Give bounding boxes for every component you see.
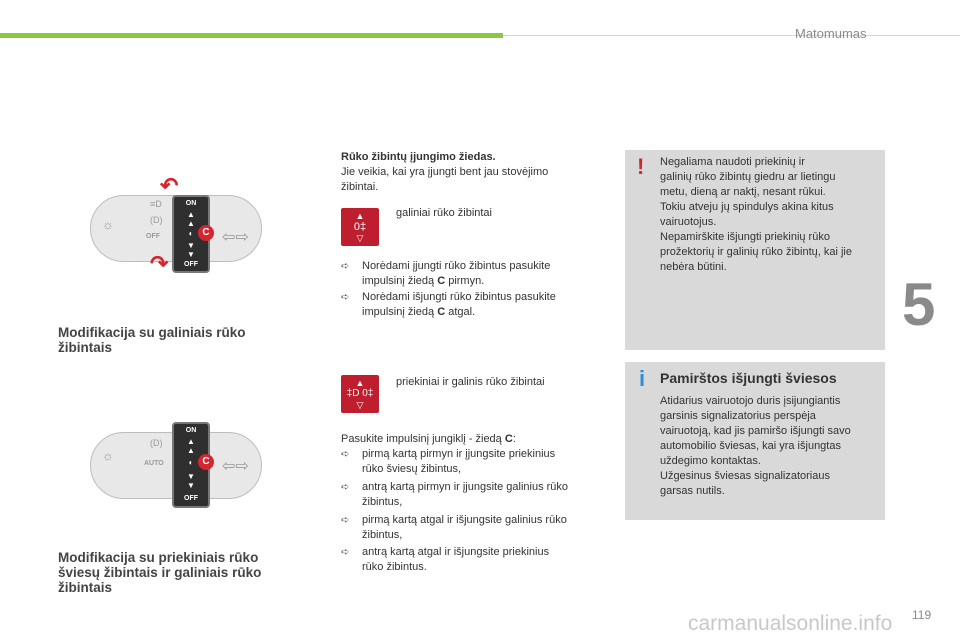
rear-fog-intro-line-1: Jie veikia, kai yra įjungti bent jau stovėjimo bbox=[341, 166, 549, 178]
info-box bbox=[625, 362, 885, 520]
item-line: rūko žibintus. bbox=[362, 561, 427, 573]
bullet-arrow-icon: ➪ bbox=[341, 515, 350, 526]
warning-line: Tokiu atveju jų spindulys akina kitus bbox=[660, 201, 834, 213]
bullet-text: impulsinį žiedą bbox=[362, 275, 438, 287]
rear-fog-bullet-1-line-1: Norėdami įjungti rūko žibintus pasukite bbox=[362, 260, 551, 272]
front-rear-fog-item-2 bbox=[362, 480, 568, 510]
warning-line: prožektorių ir galinių rūko žibintų, kai jie bbox=[660, 246, 852, 258]
light-bulb-icon: ☼ bbox=[102, 448, 114, 463]
ring-c-badge: C bbox=[198, 225, 214, 241]
ring-letter: C bbox=[504, 433, 513, 445]
ring-off-label: OFF bbox=[184, 261, 198, 268]
info-line: vairuotoją, kad jis pamiršo išjungti savo bbox=[660, 425, 851, 437]
rear-fog-icon-caption: galiniai rūko žibintai bbox=[396, 207, 492, 219]
arrow-down-icon: ▼ ▼ bbox=[187, 241, 195, 259]
bullet-arrow-icon: ➪ bbox=[341, 261, 350, 272]
stalk-illustration-front-rear-fog bbox=[80, 412, 260, 522]
info-text bbox=[660, 394, 882, 499]
info-line: Užgesinus šviesas signalizatoriaus bbox=[660, 470, 830, 482]
rear-fog-intro bbox=[341, 150, 611, 195]
front-rear-fog-intro bbox=[341, 432, 516, 447]
rear-fog-bullet-2-line-1: Norėdami išjungti rūko žibintus pasukite bbox=[362, 291, 556, 303]
rear-fog-indicator-icon: ▲ 0‡ ▽ bbox=[341, 208, 379, 246]
front-rear-fog-icon-caption: priekiniai ir galinis rūko žibintai bbox=[396, 376, 545, 388]
warning-line: metu, dieną ar naktį, nesant rūkui. bbox=[660, 186, 826, 198]
info-i-icon: i bbox=[639, 366, 646, 391]
arrow-down-icon: ▼ ▼ bbox=[187, 472, 195, 490]
bullet-arrow-icon: ➪ bbox=[341, 449, 350, 460]
arrow-up-icon: ▲ ▲ bbox=[187, 210, 195, 228]
rear-fog-intro-heading: Rūko žibintų įjungimo žiedas. bbox=[341, 151, 496, 163]
item-line: žibintus, bbox=[362, 529, 403, 541]
bullet-text: atgal. bbox=[445, 306, 476, 318]
item-line: rūko šviesų žibintus, bbox=[362, 463, 462, 475]
info-line: garsinis signalizatorius perspėja bbox=[660, 410, 816, 422]
rear-fog-bullet-2-line-2 bbox=[362, 305, 556, 320]
bullet-arrow-icon: ➪ bbox=[341, 547, 350, 558]
ring-on-label: ON bbox=[185, 200, 197, 207]
ring-on-label: ON bbox=[185, 427, 197, 434]
rotate-forward-arrow-icon: ↶ bbox=[160, 173, 179, 198]
chapter-number: 5 bbox=[902, 271, 936, 338]
header-divider bbox=[503, 35, 960, 36]
ring-c-badge: C bbox=[198, 454, 214, 470]
front-rear-fog-title-line-1: Modifikacija su priekiniais rūko bbox=[58, 550, 259, 565]
intro-text: Pasukite impulsinį jungiklį - žiedą bbox=[341, 433, 505, 445]
header-accent-bar bbox=[0, 33, 503, 38]
bullet-text: pirmyn. bbox=[445, 275, 485, 287]
dipped-beam-icon: (D) bbox=[150, 438, 163, 448]
warning-line: galinių rūko žibintų giedru ar lietingu bbox=[660, 171, 836, 183]
item-line: pirmą kartą pirmyn ir įjungsite priekinius bbox=[362, 448, 556, 460]
rear-fog-title: Modifikacija su galiniais rūko žibintais bbox=[58, 325, 246, 355]
item-line: žibintus, bbox=[362, 496, 403, 508]
warning-exclamation-icon: ! bbox=[637, 154, 645, 179]
section-title: Matomumas bbox=[795, 26, 867, 41]
rear-fog-bullet-1-line-2 bbox=[362, 274, 550, 289]
info-line: Atidarius vairuotojo duris įsijungiantis bbox=[660, 395, 841, 407]
warning-line: Nepamirškite išjungti priekinių rūko bbox=[660, 231, 830, 243]
item-line: pirmą kartą atgal ir išjungsite galinius rūko bbox=[362, 514, 567, 526]
warning-box bbox=[625, 150, 885, 350]
front-rear-fog-item-1 bbox=[362, 447, 555, 477]
warning-text bbox=[660, 155, 882, 275]
ring-off-label: OFF bbox=[184, 495, 198, 502]
front-rear-fog-indicator-icon: ▲ ‡D 0‡ ▽ bbox=[341, 375, 379, 413]
arrow-up-icon: ▲ ▲ bbox=[187, 437, 195, 455]
ring-letter: C bbox=[437, 275, 446, 287]
warning-line: nebėra būtini. bbox=[660, 261, 727, 273]
stalk-illustration-rear-fog bbox=[80, 175, 260, 285]
bullet-text: impulsinį žiedą bbox=[362, 306, 438, 318]
front-rear-fog-item-4 bbox=[362, 545, 549, 575]
bullet-arrow-icon: ➪ bbox=[341, 482, 350, 493]
info-line: uždegimo kontaktas. bbox=[660, 455, 761, 467]
rotate-back-arrow-icon: ↷ bbox=[150, 251, 169, 276]
bullet-arrow-icon: ➪ bbox=[341, 292, 350, 303]
turn-signal-icon: ⇦⇨ bbox=[222, 229, 249, 246]
fog-symbol-icon: ◐ bbox=[188, 229, 194, 238]
dipped-beam-icon: (D) bbox=[150, 215, 163, 225]
warning-line: vairuotojus. bbox=[660, 216, 717, 228]
page-number: 119 bbox=[912, 608, 932, 622]
front-rear-fog-title-line-3: žibintais bbox=[58, 580, 113, 595]
front-rear-fog-title bbox=[58, 550, 318, 595]
watermark: carmanualsonline.info bbox=[688, 612, 893, 635]
rear-fog-bullet-2 bbox=[362, 290, 556, 320]
rear-fog-bullet-1 bbox=[362, 259, 550, 289]
front-rear-fog-title-line-2: šviesų žibintais ir galiniais rūko bbox=[58, 565, 262, 580]
front-rear-fog-item-3 bbox=[362, 513, 567, 543]
item-line: antrą kartą atgal ir išjungsite priekinius bbox=[362, 546, 550, 558]
ring-letter: C bbox=[437, 306, 446, 318]
item-line: antrą kartą pirmyn ir įjungsite galinius rūko bbox=[362, 481, 569, 493]
light-bulb-icon: ☼ bbox=[102, 217, 114, 232]
info-title: Pamirštos išjungti šviesos bbox=[660, 370, 837, 386]
info-line: garsas nutils. bbox=[660, 485, 725, 497]
rear-fog-intro-line-2: žibintai. bbox=[341, 181, 379, 193]
fog-symbol-icon: ◐ bbox=[188, 458, 194, 467]
sidelight-icon: ≡D bbox=[150, 199, 162, 209]
info-line: automobilio šviesas, kai yra išjungtas bbox=[660, 440, 841, 452]
stalk-auto-label: AUTO bbox=[144, 460, 164, 467]
turn-signal-icon: ⇦⇨ bbox=[222, 458, 249, 475]
stalk-off-label: OFF bbox=[146, 233, 160, 240]
warning-line: Negaliama naudoti priekinių ir bbox=[660, 156, 805, 168]
intro-text: : bbox=[512, 433, 516, 445]
